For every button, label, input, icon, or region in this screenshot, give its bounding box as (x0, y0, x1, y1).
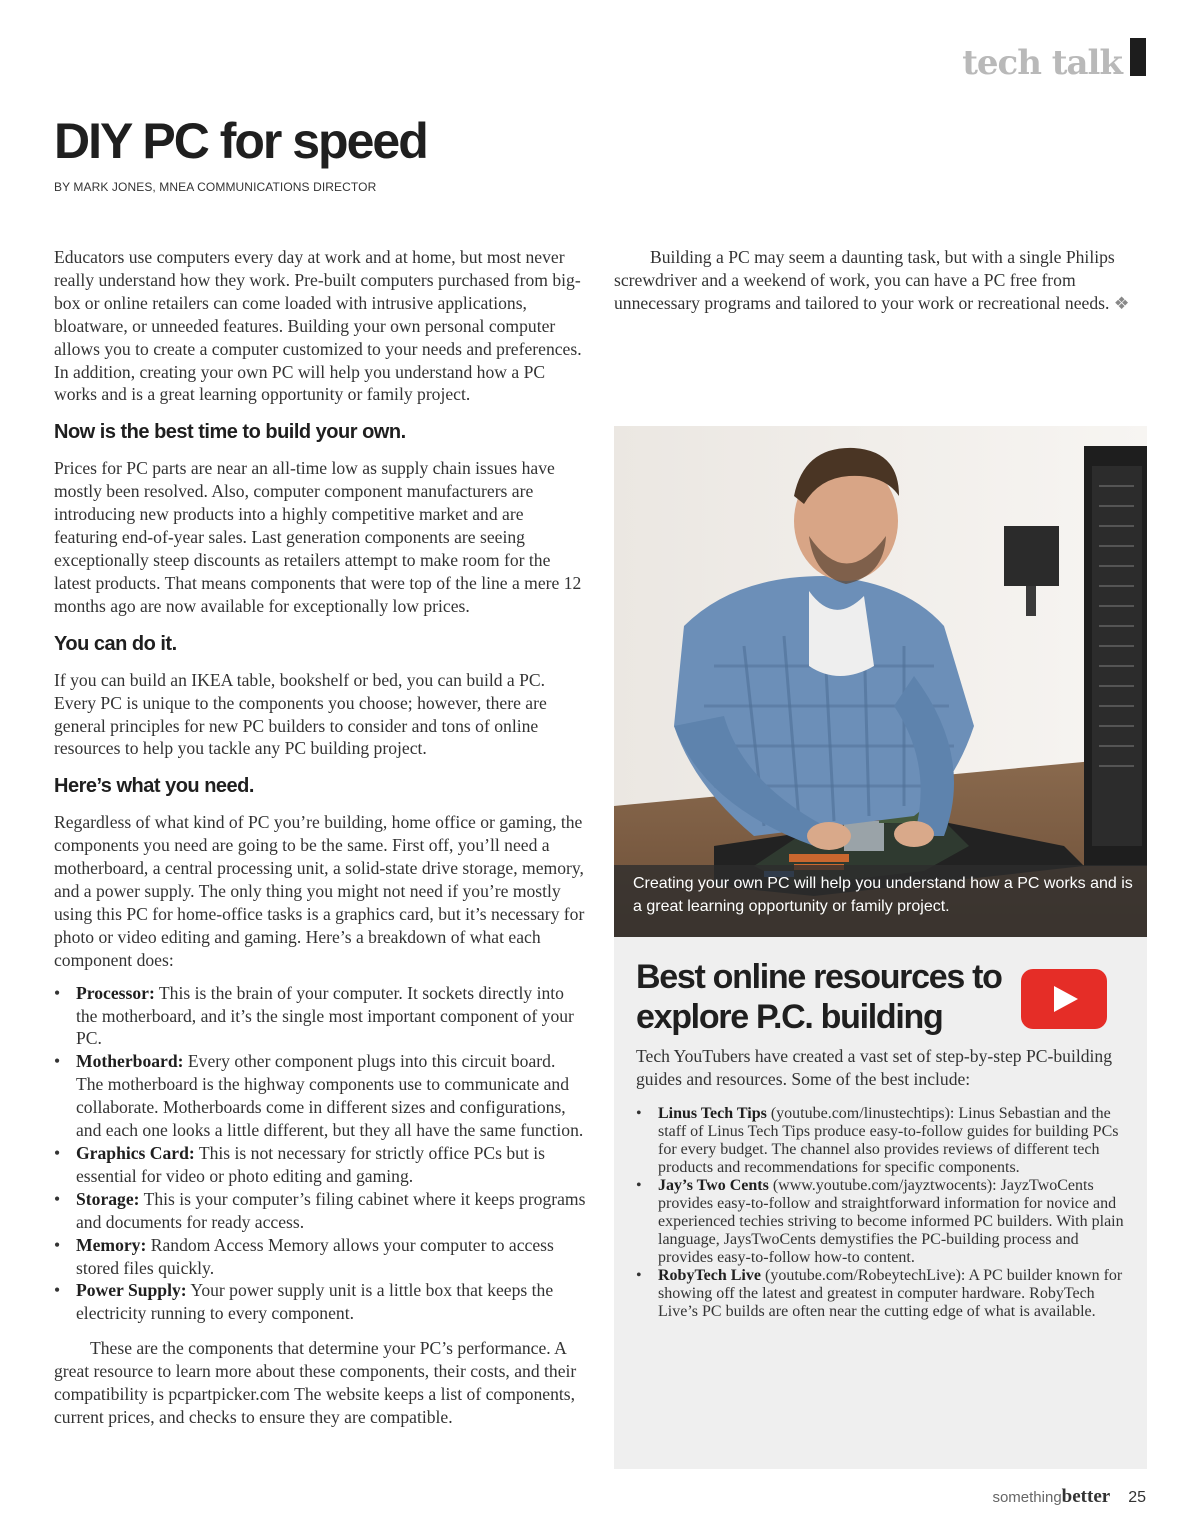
section-text-best-time: Prices for PC parts are near an all-time low as supply chain issues have mostly been resolved. Also, computer component manufacturers are introducing new products into a highly competitive market and are featuring end-of-year sales. Last generation components are seeing exceptionally steep discounts as retailers attempt to make room for the latest products. That means components that were top of the line a mere 12 months ago are now available for exceptionally low prices. (54, 458, 582, 616)
component-item-motherboard (54, 1050, 586, 1142)
bullet-dot: • (636, 1176, 642, 1194)
sidebar-intro: Tech YouTubers have created a vast set of step-by-step PC-building guides and resources. Some of the best include: (636, 1046, 1113, 1089)
component-term: Motherboard: (76, 1051, 184, 1072)
section-tag-text: tech talk (962, 43, 1122, 83)
component-item-power-supply (54, 1279, 586, 1325)
resources-sidebar (614, 937, 1147, 1469)
end-mark-icon: ❖ (1113, 292, 1130, 313)
sidebar-title: Best online resources to explore P.C. building (636, 958, 1002, 1036)
right-column (614, 246, 1146, 315)
intro-paragraph: Educators use computers every day at work and at home, but most never really understand how they work. Pre-built computers purchased from big-box or online retailers can come loaded with intrusive applications, bloatware, or unneeded features. Building your own personal computer allows you to create a computer customized to your needs and preferences. In addition, creating your own PC will help you understand how a PC works and is a great learning opportunity or family project. (54, 247, 582, 405)
closing-paragraph-part1: These are the components that determine your PC’s performance. A great resource to learn more about these components, their costs, and their compatibility is pcpartpicker.com The website keeps a list of components, current prices, and checks to ensure they are compatible. (54, 1338, 577, 1427)
component-text: Every other component plugs into this circuit board. The motherboard is the highway components use to communicate and collaborate. Motherboards come in different sizes and configurations, and each one looks a little different, but they all have the same function. (76, 1051, 584, 1141)
youtube-icon (1021, 969, 1107, 1029)
footer-brand-light: something (992, 1489, 1062, 1506)
bullet-dot: • (54, 1188, 61, 1209)
bullet-dot: • (636, 1266, 642, 1284)
component-item-memory (54, 1234, 586, 1280)
component-term: Storage: (76, 1188, 140, 1209)
photo-illustration (614, 426, 1147, 937)
bullet-dot: • (54, 982, 61, 1003)
section-text-you-can: If you can build an IKEA table, bookshelf or bed, you can build a PC. Every PC is unique to the components you choose; however, there are general principles for new PC builders to consider and tons of online resources to help you tackle any PC building project. (54, 669, 547, 759)
component-term: Power Supply: (76, 1280, 187, 1301)
resource-item (636, 1105, 1127, 1177)
component-term: Graphics Card: (76, 1143, 195, 1163)
resources-list (636, 1105, 1127, 1321)
section-text-what-you-need: Regardless of what kind of PC you’re building, home office or gaming, the components you need are going to be the same. First off, you’ll need a motherboard, a central processing unit, a solid-state drive storage, memory, and a power supply. The only thing you might not need if you’re mostly using this PC for home-office tasks is a graphics card, but it’s necessary for photo or video editing and gaming. Here’s a breakdown of what each component does: (54, 812, 585, 970)
component-item-processor (54, 982, 586, 1051)
bullet-dot: • (636, 1104, 642, 1122)
component-text: Random Access Memory allows your computer to access stored files quickly. (76, 1234, 554, 1278)
page-footer (992, 1486, 1146, 1508)
resource-item (636, 1267, 1127, 1321)
resource-text: (www.youtube.com/jayztwocents): JayzTwoCents provides easy-to-follow and straightforward information for novice and experienced techies striving to become informed PC builders. With plain language, JaysTwoCents demystifies the PC-building process and provides easy-to-follow how-to content. (658, 1176, 1124, 1266)
component-item-storage (54, 1188, 586, 1234)
component-term: Processor: (76, 982, 155, 1003)
left-column (54, 246, 586, 1429)
footer-brand-bold: better (1061, 1486, 1111, 1507)
section-heading-best-time: Now is the best time to build your own. (54, 421, 406, 444)
component-item-graphics-card (54, 1142, 586, 1188)
article-photo (614, 426, 1147, 937)
component-term: Memory: (76, 1234, 147, 1255)
bullet-dot: • (54, 1234, 61, 1255)
article-title: DIY PC for speed (54, 113, 427, 169)
closing-paragraph-part2 (614, 246, 1146, 315)
resource-item (636, 1177, 1127, 1267)
components-list (54, 982, 586, 1326)
resource-name: Linus Tech Tips (658, 1104, 767, 1122)
resource-text: (youtube.com/RobeytechLive): A PC builder known for showing off the latest and greatest in computer hardware. RobyTech Live’s PC builds are often near the cutting edge of what is available. (658, 1266, 1123, 1320)
component-text: Your power supply unit is a little box that keeps the electricity running to every component. (76, 1280, 554, 1324)
resource-name: Jay’s Two Cents (658, 1176, 769, 1194)
section-heading-you-can: You can do it. (54, 632, 177, 655)
bullet-dot: • (54, 1143, 61, 1163)
component-text: This is not necessary for strictly office PCs but is essential for video or photo editing and gaming. (76, 1143, 545, 1186)
resource-name: RobyTech Live (658, 1266, 761, 1284)
photo-caption: Creating your own PC will help you understand how a PC works and is a great learning opportunity or family project. (614, 865, 1147, 937)
bullet-dot: • (54, 1280, 61, 1301)
closing-text: Building a PC may seem a daunting task, but with a single Philips screwdriver and a weekend of work, you can have a PC free from unnecessary programs and tailored to your work or recreational needs. (614, 247, 1115, 313)
component-text: This is your computer’s filing cabinet where it keeps programs and documents for ready access. (76, 1188, 586, 1232)
resource-text: (youtube.com/linustechtips): Linus Sebastian and the staff of Linus Tech Tips produce easy-to-follow guides for building PCs for every budget. The channel also provides reviews of different tech products and recommendations for specific components. (658, 1104, 1119, 1176)
section-tag-bar (1130, 38, 1146, 76)
section-tag (962, 38, 1146, 83)
section-heading-what-you-need: Here’s what you need. (54, 775, 254, 798)
byline: BY MARK JONES, MNEA COMMUNICATIONS DIRECTOR (54, 180, 377, 194)
component-text: This is the brain of your computer. It sockets directly into the motherboard, and it’s the single most important component of your PC. (76, 982, 574, 1049)
page-number: 25 (1128, 1489, 1146, 1506)
bullet-dot: • (54, 1051, 61, 1072)
